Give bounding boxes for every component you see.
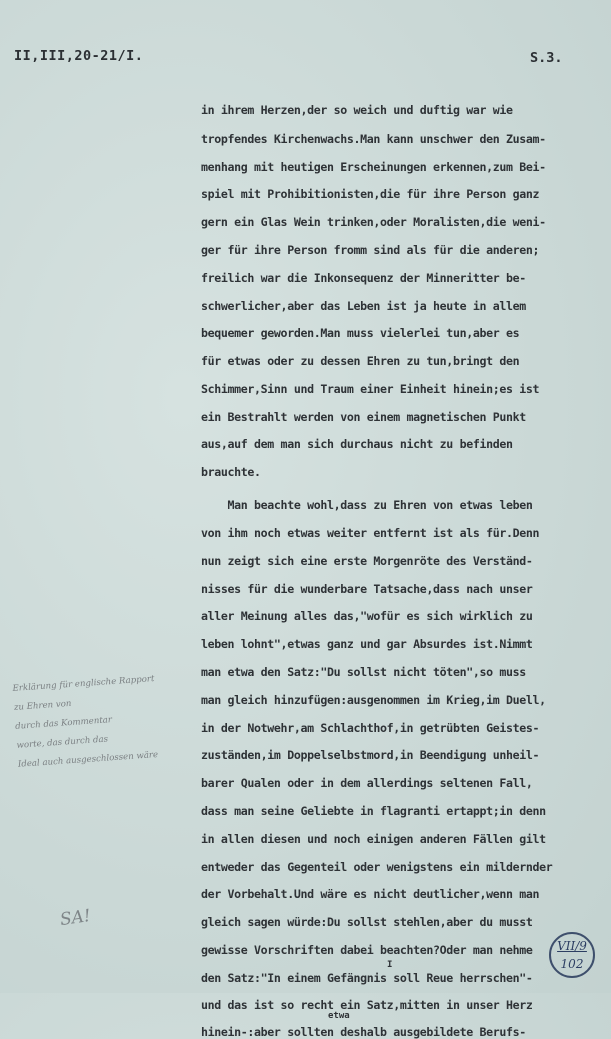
insert-mark: I [387, 960, 393, 970]
text-line: hinein-:aber sollten deshalb ausgebildete Berufs- [201, 1025, 526, 1039]
text-line: aus,auf dem man sich durchaus nicht zu befinden [201, 437, 513, 451]
text-line: von ihm noch etwas weiter entfernt ist als für.Denn [201, 526, 540, 540]
margin-note-line: worte, das durch das [16, 734, 109, 751]
text-line: zuständen,im Doppelselbstmord,in Beendigung unheil- [201, 748, 540, 762]
text-line: in der Notwehr,am Schlachthof,in getrübten Geistes- [201, 721, 540, 735]
text-line: ger für ihre Person fromm sind als für die anderen; [201, 243, 540, 257]
text-line: für etwas oder zu dessen Ehren zu tun,bringt den [201, 354, 520, 368]
text-line: bequemer geworden.Man muss vielerlei tun,aber es [201, 326, 520, 340]
handwritten-annotation: SA! [58, 905, 93, 931]
page-number: S.3. [530, 50, 563, 66]
text-line: leben lohnt",etwas ganz und gar Absurdes ist.Nimmt [201, 637, 533, 651]
margin-note-line: durch das Kommentar [14, 715, 113, 732]
margin-note-line: Erklärung für englische Rapport [12, 674, 155, 694]
text-line: dass man seine Geliebte in flagranti ertappt;in denn [201, 804, 546, 818]
inserted-word: etwa [328, 1011, 350, 1021]
text-line: freilich war die Inkonsequenz der Minneritter be- [201, 271, 526, 285]
text-line: in ihrem Herzen,der so weich und duftig war wie [201, 103, 513, 117]
text-line: gewisse Vorschriften dabei beachten?Oder man nehme [201, 943, 533, 957]
stamp-bottom: 102 [560, 957, 584, 971]
archive-stamp [549, 932, 595, 978]
text-line: Man beachte wohl,dass zu Ehren von etwas leben [201, 498, 533, 512]
text-line: nun zeigt sich eine erste Morgenröte des Verständ- [201, 554, 533, 568]
text-line: entweder das Gegenteil oder wenigstens ein mildernder [201, 860, 553, 874]
text-line: man gleich hinzufügen:ausgenommen im Krieg,im Duell, [201, 693, 546, 707]
text-line: barer Qualen oder in dem allerdings seltenen Fall, [201, 776, 533, 790]
document-signature: II,III,20-21/I. [14, 48, 144, 64]
text-line: aller Meinung alles das,"wofür es sich wirklich zu [201, 609, 533, 623]
text-line: nisses für die wunderbare Tatsache,dass nach unser [201, 582, 533, 596]
margin-note-line: zu Ehren von [13, 698, 72, 713]
text-line: und das ist so recht ein Satz,mitten in unser Herz [201, 998, 533, 1012]
text-line: man etwa den Satz:"Du sollst nicht töten",so muss [201, 665, 526, 679]
text-line: Schimmer,Sinn und Traum einer Einheit hinein;es ist [201, 382, 540, 396]
text-line: gleich sagen würde:Du sollst stehlen,aber du musst [201, 915, 533, 929]
margin-note-line: Ideal auch ausgeschlossen wäre [17, 750, 159, 770]
text-line: der Vorbehalt.Und wäre es nicht deutlicher,wenn man [201, 887, 540, 901]
text-line: schwerlicher,aber das Leben ist ja heute in allem [201, 299, 526, 313]
text-line: brauchte. [201, 465, 261, 479]
text-line: menhang mit heutigen Erscheinungen erkennen,zum Bei- [201, 160, 546, 174]
text-line: gern ein Glas Wein trinken,oder Moralisten,die weni- [201, 215, 546, 229]
text-line: tropfendes Kirchenwachs.Man kann unschwer den Zusam- [201, 132, 546, 146]
stamp-top: VII/9 [557, 939, 587, 953]
text-line: den Satz:"In einem Gefängnis soll Reue herrschen"- [201, 971, 533, 985]
handwritten-margin-note [12, 667, 198, 774]
text-line: ein Bestrahlt werden von einem magnetischen Punkt [201, 410, 526, 424]
text-line: spiel mit Prohibitionisten,die für ihre Person ganz [201, 187, 540, 201]
text-line: in allen diesen und noch einigen anderen Fällen gilt [201, 832, 546, 846]
